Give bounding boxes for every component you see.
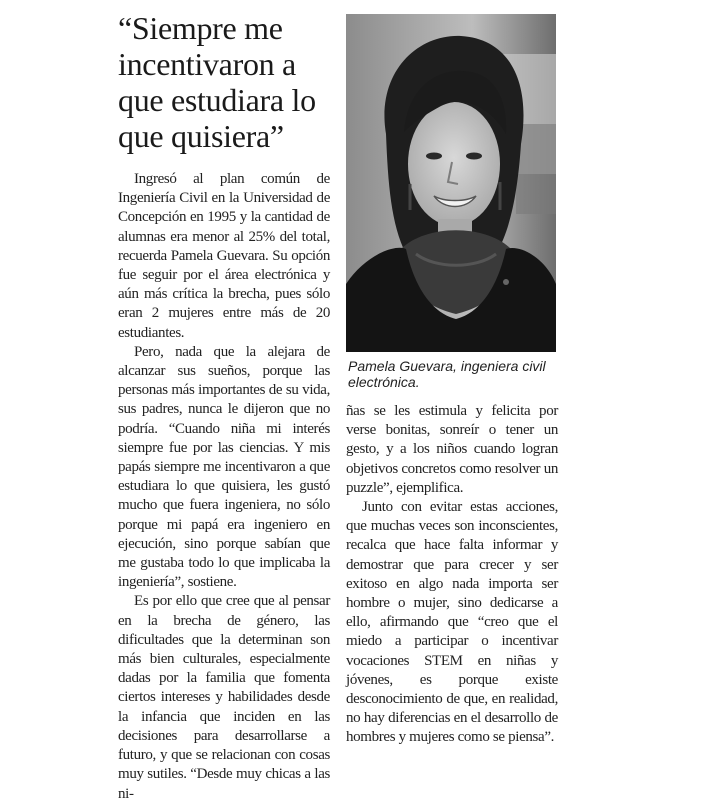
article-column-right — [346, 402, 558, 748]
photo-caption: Pamela Guevara, ingeniera civil electrónica. — [348, 358, 546, 390]
headline: “Siempre me incentivaron a que estudiara lo que quisiera” — [118, 10, 316, 154]
article-paragraph: Pero, nada que la alejara de alcanzar sus sueños, porque las personas más importantes de su vida, sus padres, nunca le dijeron que no podría. “Cuando niña mi interés siempre fue por las ciencias. Y mis papás siempre me incentivaron a que estudiara lo que quisiera, les gustó mucho que fuera ingeniera, no sólo porque mi papá era ingeniero en ejecución, sino porque sabían que me gustaba todo lo que implicaba la ingeniería”, sostiene. — [118, 343, 330, 591]
article-paragraph: Ingresó al plan común de Ingeniería Civil en la Universidad de Concepción en 1995 y la cantidad de alumnas era menor al 25% del total, recuerda Pamela Guevara. Su opción fue seguir por el área electrónica y aún más crítica la brecha, pues sólo eran 2 mujeres entre más de 20 estudiantes. — [118, 171, 330, 341]
article-paragraph: Junto con evitar estas acciones, que muchas veces son inconscientes, recalca que hace falta informar y demostrar que para crecer y ser exitoso en algo nada importa ser hombre o mujer, sino dedicarse a ello, afirmando que “creo que el miedo a participar o incentivar vocaciones STEM en niñas y jóvenes, es porque existe desconocimiento de que, en realidad, no hay diferencias en el desarrollo de hombres y mujeres como se piensa”. — [346, 499, 558, 746]
article-paragraph: Es por ello que cree que al pensar en la brecha de género, las dificultades que la determinan son más bien culturales, especialmente dadas por la familia que fomenta ciertos intereses y habilidades desde la infancia que inciden en las decisiones para desarrollarse a futuro, y que se relacionan con cosas muy sutiles. “Desde muy chicas a las ni- — [118, 593, 330, 802]
article-paragraph: ñas se les estimula y felicita por verse bonitas, sonreír o tener un gesto, y a los niños cuando logran objetivos concretos como resolver un puzzle”, ejemplifica. — [346, 403, 558, 496]
article-column-left — [118, 170, 330, 804]
portrait-photo — [346, 14, 556, 352]
